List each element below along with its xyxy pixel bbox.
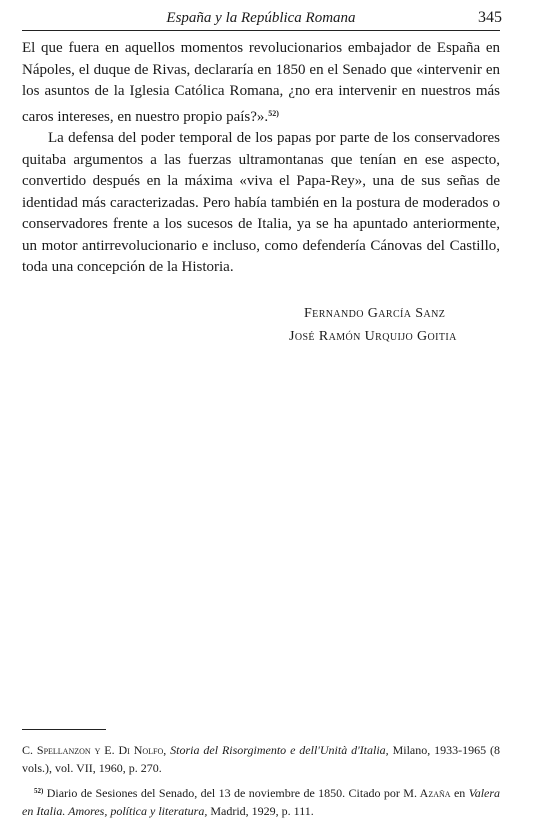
footnote-52-number: 52) [34, 787, 44, 795]
paragraph-1-text: El que fuera en aquellos momentos revolucionarios embajador de España en Nápoles, el duque de Rivas, declararía en 1850 en el Senado que «intervenir en los asuntos de la Iglesia Católica Romana, ¿no era intervenir en nuestros más caros intereses, en nuestro propio país?». [22, 40, 500, 125]
footnotes [22, 741, 500, 825]
footnote-52 [22, 782, 500, 820]
footnote-52-details: Madrid, 1929, p. 111. [210, 804, 314, 818]
paragraph-2: La defensa del poder temporal de los papas por parte de los conservadores quitaba argumentos a las fuerzas ultramontanas que tenían en ese aspecto, convertido después en la máxima «viva el Papa-Rey», una de sus señas de identidad más caracterizadas. Pero había también en la postura de moderados o conservadores frente a los sucesos de Italia, ya se ha apuntado anteriormente, un motor antirrevolucionario e incluso, como defendería Cánovas del Castillo, toda una concepción de la Historia. [22, 130, 500, 275]
running-title: España y la República Romana [166, 10, 356, 26]
running-head [22, 8, 500, 31]
page-number: 345 [478, 9, 502, 26]
signature-block [22, 302, 500, 348]
footnote-52-author: M. Azaña [403, 786, 451, 800]
paragraph-1 [22, 38, 500, 128]
footnote-1-details: Milano, 1933-1965 (8 vols.), vol. VII, 1960, p. 270. [22, 743, 501, 775]
footnote-52-text: Diario de Sesiones del Senado, del 13 de noviembre de 1850. Citado por [46, 786, 400, 800]
footnote-52-connector: en [453, 786, 466, 800]
author-name-1: Fernando García Sanz [304, 306, 446, 321]
author-name-2: José Ramón Urquijo Goitia [289, 329, 457, 344]
footnote-ref-52: 52) [268, 108, 279, 118]
footnote-1-authors: C. Spellanzon y E. Di Nolfo, [22, 743, 167, 757]
footnote-separator [22, 729, 106, 730]
footnote-1 [22, 741, 500, 777]
body-text [22, 38, 500, 279]
footnote-52-title: Valera en Italia. Amores, política y literatura, [22, 786, 501, 818]
footnote-1-title: Storia del Risorgimento e dell'Unità d'Italia, [170, 743, 389, 757]
